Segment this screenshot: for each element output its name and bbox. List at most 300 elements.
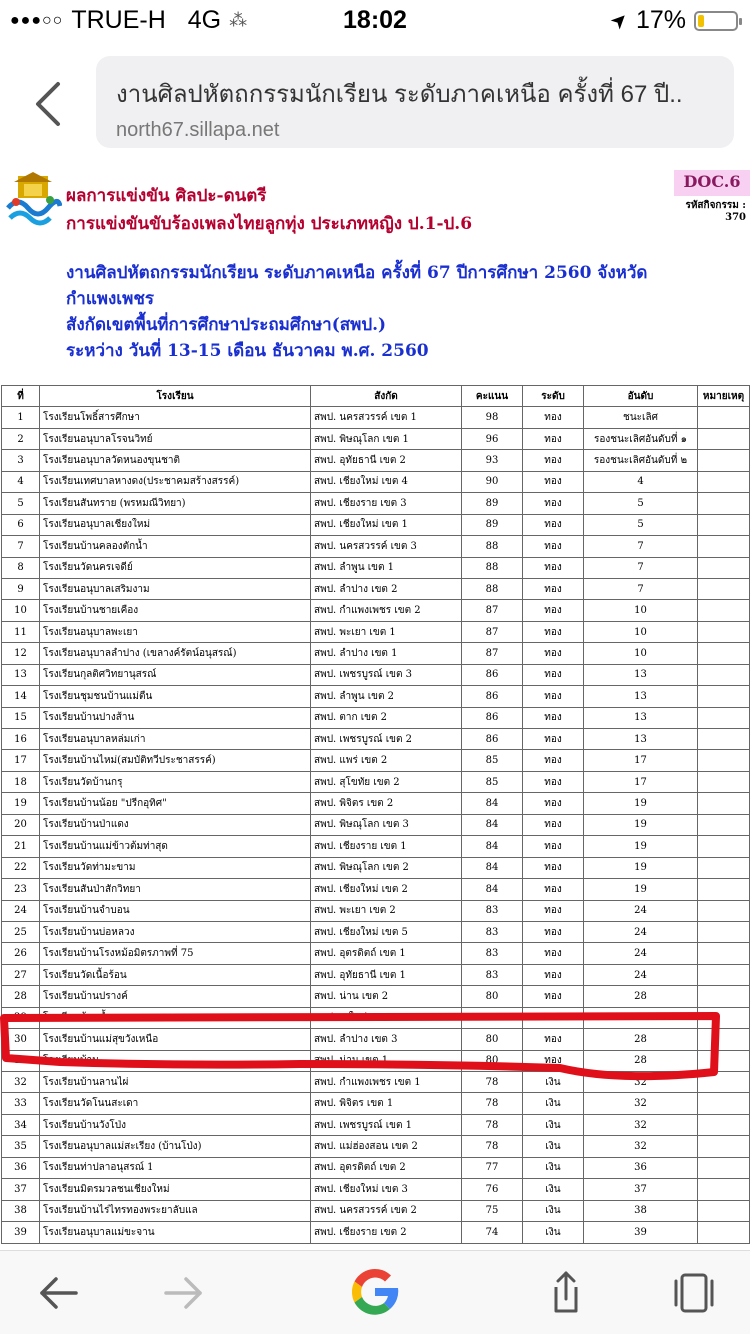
table-row (2, 1200, 750, 1221)
event-logo-icon (4, 172, 62, 230)
table-cell: สพป. เพชรบูรณ์ เขต 2 (311, 729, 462, 750)
table-cell: สพป. เชียงใหม่ เขต 3 (311, 1179, 462, 1200)
table-cell: 38 (2, 1200, 40, 1221)
table-cell: โรงเรียนเทศบาลหางดง(ประชาคมสร้างสรรค์) (40, 471, 311, 492)
table-cell: 39 (2, 1222, 40, 1243)
table-cell: เงิน (523, 1179, 584, 1200)
event-info (66, 260, 686, 364)
table-cell: 87 (462, 600, 523, 621)
table-cell: 5 (584, 514, 698, 535)
table-row (2, 943, 750, 964)
table-cell (698, 793, 750, 814)
table-cell: โรงเรียนบ้านคลองตักน้ำ (40, 536, 311, 557)
browser-nav-bar (0, 40, 750, 158)
table-cell: 10 (584, 600, 698, 621)
table-cell: 36 (2, 1157, 40, 1178)
table-cell: สพป. เชียงใหม่ เขต 5 (311, 921, 462, 942)
table-cell: 32 (584, 1072, 698, 1093)
table-row (2, 1222, 750, 1243)
table-row (2, 793, 750, 814)
carrier-name: TRUE-H (71, 6, 166, 34)
table-header-row (2, 386, 750, 407)
table-cell: 80 (462, 1029, 523, 1050)
table-cell: 22 (2, 857, 40, 878)
table-cell: ทอง (523, 450, 584, 471)
table-cell: ทอง (523, 1050, 584, 1071)
table-row (2, 1007, 750, 1028)
table-cell: โรงเรียนสันป่าสักวิทยา (40, 879, 311, 900)
table-cell: 85 (462, 750, 523, 771)
activity-code-value: 370 (725, 212, 746, 223)
table-cell: 84 (462, 814, 523, 835)
table-cell: ทอง (523, 514, 584, 535)
table-cell: ทอง (523, 621, 584, 642)
table-cell: 34 (2, 1114, 40, 1135)
table-cell: สพป. ...ใหม่ ... (311, 1007, 462, 1028)
table-cell: 84 (462, 857, 523, 878)
table-cell: ชนะเลิศ (584, 407, 698, 428)
table-row (2, 557, 750, 578)
table-cell: โรงเรียนบ้านจำบอน (40, 900, 311, 921)
table-cell (698, 557, 750, 578)
table-cell: โรงเรียนบ้านวังโป่ง (40, 1114, 311, 1135)
battery-percent: 17% (635, 6, 686, 34)
table-cell: 25 (2, 921, 40, 942)
table-cell: โรงเรียนสันทราย (พรหมณีวิทยา) (40, 493, 311, 514)
table-cell: เงิน (523, 1136, 584, 1157)
table-cell: สพป. พิษณุโลก เขต 3 (311, 814, 462, 835)
table-cell: 87 (462, 643, 523, 664)
table-cell: 89 (462, 493, 523, 514)
table-cell: 24 (584, 900, 698, 921)
table-cell: 20 (2, 814, 40, 835)
table-cell: 83 (462, 943, 523, 964)
table-cell: 19 (584, 857, 698, 878)
table-row (2, 664, 750, 685)
table-cell: ทอง (523, 664, 584, 685)
table-row (2, 986, 750, 1007)
table-cell: โรงเรียนอนุบาลหล่มเก่า (40, 729, 311, 750)
event-line: กำแพงเพชร (66, 289, 154, 309)
battery-icon (694, 11, 738, 31)
table-cell (698, 814, 750, 835)
table-cell: 16 (2, 729, 40, 750)
table-cell: 10 (584, 621, 698, 642)
table-cell: 28 (2, 986, 40, 1007)
table-cell: สพป. เพชรบูรณ์ เขต 1 (311, 1114, 462, 1135)
table-cell: โรงเรียนบ้าน... (40, 1050, 311, 1071)
table-cell: โรงเรียนอนุบาลลำปาง (เขลางค์รัตน์อนุสรณ์) (40, 643, 311, 664)
table-cell: 24 (584, 943, 698, 964)
table-cell: โรงเรียนกุลติศวิทยานุสรณ์ (40, 664, 311, 685)
table-cell: 76 (462, 1179, 523, 1200)
table-cell: โรงเรียนบ้านไหม่(สมบัติทวีประชาสรรค์) (40, 750, 311, 771)
arrow-left-icon[interactable] (34, 1269, 82, 1317)
table-cell: สพป. เพชรบูรณ์ เขต 3 (311, 664, 462, 685)
column-header: คะแนน (462, 386, 523, 407)
event-line: ระหว่าง วันที่ 13-15 เดือน ธันวาคม พ.ศ. 2560 (66, 341, 429, 361)
table-cell: โรงเรียนอนุบาลโรจนวิทย์ (40, 428, 311, 449)
results-heading: ผลการแข่งขัน ศิลปะ-ดนตรี (66, 186, 267, 206)
table-cell (698, 471, 750, 492)
table-cell: ทอง (523, 407, 584, 428)
table-cell: 28 (584, 1050, 698, 1071)
table-cell: โรงเรียนอนุบาลวัดหนองขุนชาติ (40, 450, 311, 471)
table-row (2, 1136, 750, 1157)
table-cell: 86 (462, 664, 523, 685)
table-cell: รองชนะเลิศอันดับที่ ๑ (584, 428, 698, 449)
table-cell (698, 729, 750, 750)
table-row (2, 428, 750, 449)
table-row (2, 621, 750, 642)
column-header: ระดับ (523, 386, 584, 407)
table-cell: 35 (2, 1136, 40, 1157)
table-cell: 13 (584, 707, 698, 728)
table-cell: 10 (2, 600, 40, 621)
table-cell: 38 (584, 1200, 698, 1221)
table-cell: ทอง (523, 643, 584, 664)
table-cell: รองชนะเลิศอันดับที่ ๒ (584, 450, 698, 471)
table-row (2, 729, 750, 750)
table-cell: โรงเรียนบ้านโรงหม้อมิตรภาพที่ 75 (40, 943, 311, 964)
table-cell: 7 (584, 578, 698, 599)
table-row (2, 407, 750, 428)
table-cell: เงิน (523, 1114, 584, 1135)
table-cell: สพป. นครสวรรค์ เขต 3 (311, 536, 462, 557)
table-cell: 1 (2, 407, 40, 428)
table-cell: โรงเรียนบ้านชายเคือง (40, 600, 311, 621)
table-cell (698, 428, 750, 449)
google-logo-icon[interactable] (346, 1263, 404, 1321)
table-cell: 80 (462, 1050, 523, 1071)
table-cell: โรงเรียนโพธิ์สารศึกษา (40, 407, 311, 428)
table-cell: โรงเรียนบ้านลานไผ่ (40, 1072, 311, 1093)
table-cell: 27 (2, 964, 40, 985)
table-cell: สพป. อุตรดิตถ์ เขต 1 (311, 943, 462, 964)
table-cell (698, 1114, 750, 1135)
table-cell: 24 (584, 964, 698, 985)
table-cell: สพป. พะเยา เขต 1 (311, 621, 462, 642)
table-cell: ทอง (523, 921, 584, 942)
table-cell: สพป. เชียงใหม่ เขต 2 (311, 879, 462, 900)
table-cell: สพป. ลำปาง เขต 1 (311, 643, 462, 664)
table-row (2, 514, 750, 535)
table-cell (698, 600, 750, 621)
page-content[interactable] (0, 160, 750, 1250)
table-cell: 12 (2, 643, 40, 664)
table-row (2, 493, 750, 514)
table-cell: เงิน (523, 1222, 584, 1243)
table-cell: 88 (462, 557, 523, 578)
url-bar[interactable] (96, 56, 734, 148)
table-cell: ทอง (523, 707, 584, 728)
table-cell: 19 (584, 879, 698, 900)
table-cell: 17 (584, 750, 698, 771)
table-cell: 86 (462, 729, 523, 750)
table-cell: 30 (2, 1029, 40, 1050)
table-cell: โรงเรียนท่าปลาอนุสรณ์ 1 (40, 1157, 311, 1178)
table-cell: เงิน (523, 1093, 584, 1114)
table-cell: สพป. นครสวรรค์ เขต 1 (311, 407, 462, 428)
table-row (2, 686, 750, 707)
table-cell: สพป. น่าน เขต 2 (311, 986, 462, 1007)
table-cell: 5 (584, 493, 698, 514)
table-cell: 75 (462, 1200, 523, 1221)
table-cell (698, 514, 750, 535)
competition-heading: การแข่งขันขับร้องเพลงไทยลูกทุ่ง ประเภทหญิง ป.1-ป.6 (66, 214, 473, 234)
table-cell: สพป. ลำปาง เขต 2 (311, 578, 462, 599)
table-cell: สพป. แม่ฮ่องสอน เขต 2 (311, 1136, 462, 1157)
table-cell: โรงเรียนบ้านไร่ไทรทองพระยาลับแล (40, 1200, 311, 1221)
table-cell: 78 (462, 1072, 523, 1093)
table-row (2, 1114, 750, 1135)
table-cell: 83 (462, 964, 523, 985)
table-cell: ทอง (523, 771, 584, 792)
event-line: งานศิลปหัตถกรรมนักเรียน ระดับภาคเหนือ ครั้งที่ 67 ปีการศึกษา 2560 จังหวัด (66, 263, 648, 283)
table-cell (698, 1072, 750, 1093)
table-cell (698, 621, 750, 642)
table-cell: โรงเรียนวัดเนื้อร้อน (40, 964, 311, 985)
table-cell: 10 (584, 643, 698, 664)
table-cell: 90 (462, 471, 523, 492)
table-cell: สพป. พิษณุโลก เขต 2 (311, 857, 462, 878)
table-row (2, 450, 750, 471)
table-cell (698, 986, 750, 1007)
table-cell (698, 643, 750, 664)
table-row (2, 1029, 750, 1050)
table-cell (698, 1007, 750, 1028)
table-cell: โรงเรียนบ้านปางส้าน (40, 707, 311, 728)
loading-spinner-icon: ⁂ (229, 10, 248, 30)
table-row (2, 471, 750, 492)
table-cell: ทอง (523, 900, 584, 921)
table-cell: ทอง (523, 471, 584, 492)
table-cell (698, 1029, 750, 1050)
table-cell: 7 (2, 536, 40, 557)
table-cell: 86 (462, 707, 523, 728)
table-cell: 17 (2, 750, 40, 771)
network-type: 4G (187, 6, 222, 34)
tabs-icon[interactable] (670, 1269, 718, 1317)
table-cell: สพป. ลำพูน เขต 2 (311, 686, 462, 707)
table-cell: ทอง (523, 1029, 584, 1050)
table-cell (698, 536, 750, 557)
table-cell: สพป. พิจิตร เขต 2 (311, 793, 462, 814)
table-cell: ทอง (523, 729, 584, 750)
table-cell (698, 1200, 750, 1221)
table-cell (698, 921, 750, 942)
table-cell: 88 (462, 578, 523, 599)
chevron-left-icon[interactable] (28, 80, 66, 128)
share-icon[interactable] (542, 1269, 590, 1317)
table-cell: 18 (2, 771, 40, 792)
table-row (2, 578, 750, 599)
table-cell: โรงเรียนบ้านน้อย "ปรีกอุทิศ" (40, 793, 311, 814)
table-cell (698, 879, 750, 900)
table-cell: สพป. เชียงใหม่ เขต 1 (311, 514, 462, 535)
table-row (2, 600, 750, 621)
table-cell: 96 (462, 428, 523, 449)
table-cell (462, 1007, 523, 1028)
table-cell: ทอง (523, 814, 584, 835)
table-cell: โรงเรียนบ้านปรางค์ (40, 986, 311, 1007)
battery-fill (698, 15, 704, 27)
table-cell: 11 (2, 621, 40, 642)
table-row (2, 900, 750, 921)
table-cell: 26 (2, 943, 40, 964)
table-cell (698, 1157, 750, 1178)
table-cell: โรงเรียนมิตรมวลชนเชียงใหม่ (40, 1179, 311, 1200)
table-cell: สพป. อุทัยธานี เขต 1 (311, 964, 462, 985)
table-cell: 19 (584, 836, 698, 857)
table-cell: 98 (462, 407, 523, 428)
table-row (2, 1072, 750, 1093)
table-cell: สพป. นครสวรรค์ เขต 2 (311, 1200, 462, 1221)
table-cell: 13 (2, 664, 40, 685)
table-cell: 86 (462, 686, 523, 707)
table-cell (698, 836, 750, 857)
table-cell: ทอง (523, 686, 584, 707)
table-row (2, 750, 750, 771)
column-header: อันดับ (584, 386, 698, 407)
table-cell: 13 (584, 664, 698, 685)
table-cell: 4 (2, 471, 40, 492)
table-row (2, 921, 750, 942)
table-cell: ทอง (523, 536, 584, 557)
table-cell: โรงเรียนบ้านบ่อหลวง (40, 921, 311, 942)
event-line: สังกัดเขตพื้นที่การศึกษาประถมศึกษา(สพป.) (66, 315, 387, 335)
table-cell (698, 1136, 750, 1157)
table-cell (698, 943, 750, 964)
table-cell: ทอง (523, 428, 584, 449)
table-cell: 31 (2, 1050, 40, 1071)
table-cell: 6 (2, 514, 40, 535)
table-row (2, 771, 750, 792)
table-cell (698, 686, 750, 707)
table-cell: สพป. อุตรดิตถ์ เขต 2 (311, 1157, 462, 1178)
table-cell (698, 1050, 750, 1071)
table-cell: โรงเรียนอนุบาลแม่ขะจาน (40, 1222, 311, 1243)
table-cell: 2 (2, 428, 40, 449)
table-row (2, 536, 750, 557)
table-cell: โรงเรียนบ้านน้ำ... (40, 1007, 311, 1028)
table-cell: ทอง (523, 600, 584, 621)
table-cell: 78 (462, 1136, 523, 1157)
table-row (2, 836, 750, 857)
table-cell (698, 771, 750, 792)
table-cell: ทอง (523, 750, 584, 771)
table-cell: 3 (2, 450, 40, 471)
table-cell: สพป. ตาก เขต 2 (311, 707, 462, 728)
table-cell: สพป. พิจิตร เขต 1 (311, 1093, 462, 1114)
table-cell: สพป. น่าน เขต 1 (311, 1050, 462, 1071)
table-cell: สพป. กำแพงเพชร เขต 2 (311, 600, 462, 621)
table-cell: โรงเรียนบ้านป่าแดง (40, 814, 311, 835)
table-row (2, 964, 750, 985)
table-cell: 32 (584, 1093, 698, 1114)
location-arrow-icon: ➤ (606, 7, 634, 35)
table-cell (698, 578, 750, 599)
table-cell: 23 (2, 879, 40, 900)
table-cell: 8 (2, 557, 40, 578)
table-cell: 28 (584, 1029, 698, 1050)
table-cell: ทอง (523, 793, 584, 814)
table-cell: 17 (584, 771, 698, 792)
table-cell: 32 (2, 1072, 40, 1093)
table-cell: สพป. แพร่ เขต 2 (311, 750, 462, 771)
table-cell: 37 (584, 1179, 698, 1200)
table-row (2, 1179, 750, 1200)
table-cell: 78 (462, 1093, 523, 1114)
table-cell: โรงเรียนอนุบาลพะเยา (40, 621, 311, 642)
table-cell (698, 1179, 750, 1200)
table-cell: 19 (584, 793, 698, 814)
table-cell: ทอง (523, 943, 584, 964)
table-cell: 32 (584, 1114, 698, 1135)
table-row (2, 814, 750, 835)
table-cell (698, 1093, 750, 1114)
table-cell: 7 (584, 536, 698, 557)
table-cell: 84 (462, 836, 523, 857)
table-cell: เงิน (523, 1072, 584, 1093)
table-cell: 83 (462, 900, 523, 921)
table-cell: 19 (584, 814, 698, 835)
table-cell: สพป. เชียงราย เขต 2 (311, 1222, 462, 1243)
table-cell (698, 1222, 750, 1243)
table-cell (698, 493, 750, 514)
table-cell: 24 (2, 900, 40, 921)
table-row (2, 857, 750, 878)
results-table (1, 385, 750, 1244)
arrow-right-icon[interactable] (160, 1269, 208, 1317)
table-cell: โรงเรียนบ้านแม่สุขวังเหนือ (40, 1029, 311, 1050)
table-cell: 32 (584, 1136, 698, 1157)
table-cell (584, 1007, 698, 1028)
table-cell: 78 (462, 1114, 523, 1135)
table-cell (698, 857, 750, 878)
table-cell: 84 (462, 793, 523, 814)
table-cell: โรงเรียนบ้านแม่ข้าวต้มท่าสุด (40, 836, 311, 857)
table-cell: สพป. เชียงราย เขต 1 (311, 836, 462, 857)
table-cell: สพป. เชียงใหม่ เขต 4 (311, 471, 462, 492)
column-header: หมายเหตุ (698, 386, 750, 407)
table-cell (698, 664, 750, 685)
table-cell: 83 (462, 921, 523, 942)
table-cell: 13 (584, 729, 698, 750)
table-row (2, 1157, 750, 1178)
table-cell: 80 (462, 986, 523, 1007)
table-cell: ทอง (523, 493, 584, 514)
page-url: north67.sillapa.net (116, 119, 280, 141)
status-bar (0, 0, 750, 40)
column-header: สังกัด (311, 386, 462, 407)
table-cell: สพป. ลำปาง เขต 3 (311, 1029, 462, 1050)
table-cell: 36 (584, 1157, 698, 1178)
table-cell: ทอง (523, 578, 584, 599)
table-cell: ทอง (523, 986, 584, 1007)
table-cell: 37 (2, 1179, 40, 1200)
table-cell (698, 707, 750, 728)
table-cell: โรงเรียนวัดนครเจดีย์ (40, 557, 311, 578)
table-cell: 28 (584, 986, 698, 1007)
table-cell: โรงเรียนอนุบาลเสริมงาม (40, 578, 311, 599)
table-cell: 84 (462, 879, 523, 900)
table-cell: ทอง (523, 836, 584, 857)
table-cell: 5 (2, 493, 40, 514)
table-cell: ทอง (523, 879, 584, 900)
table-cell: 7 (584, 557, 698, 578)
table-cell: ทอง (523, 964, 584, 985)
